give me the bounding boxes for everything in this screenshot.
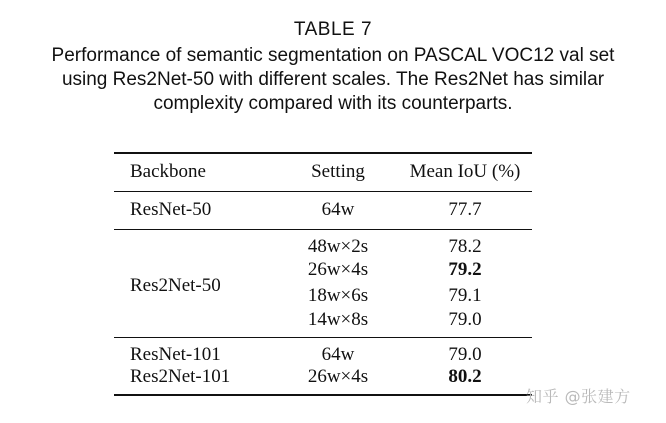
table-row <box>114 191 532 229</box>
cell-miou: 77.7 <box>448 199 482 220</box>
table-caption <box>0 18 666 116</box>
table-header-row <box>114 153 532 191</box>
cell-miou: 79.0 <box>448 343 482 365</box>
header-mean-iou: Mean IoU (%) <box>409 161 521 183</box>
row-group-resnet101 <box>114 337 532 395</box>
header-setting: Setting <box>311 161 365 183</box>
cell-setting: 26w×4s <box>307 259 369 281</box>
caption-text <box>0 44 666 116</box>
table-row <box>114 229 532 258</box>
cell-setting: 64w <box>321 343 355 365</box>
cell-setting: 48w×2s <box>307 235 369 257</box>
cell-setting: 18w×6s <box>307 284 369 306</box>
cell-miou: 79.1 <box>448 284 482 306</box>
cell-miou: 79.0 <box>448 308 482 330</box>
caption-line: complexity compared with its counterparts. <box>153 93 513 114</box>
cell-miou: 78.2 <box>448 235 482 257</box>
watermark: 知乎 @张建方 <box>526 387 631 406</box>
cell-miou-best: 80.2 <box>448 365 482 387</box>
cell-setting: 26w×4s <box>307 365 369 387</box>
header-backbone: Backbone <box>130 161 206 183</box>
table-row <box>114 366 532 395</box>
cell-setting: 14w×8s <box>307 308 369 330</box>
cell-backbone: ResNet-101 <box>130 343 221 365</box>
cell-backbone: ResNet-50 <box>130 199 212 220</box>
caption-line: using Res2Net-50 with different scales. The Res2Net has similar <box>61 69 605 90</box>
row-group-resnet50 <box>114 191 532 229</box>
cell-backbone: Res2Net-101 <box>130 365 231 387</box>
table-row <box>114 337 532 366</box>
cell-miou-best: 79.2 <box>448 259 482 281</box>
table-label: TABLE 7 <box>293 19 373 40</box>
caption-line: Performance of semantic segmentation on PASCAL VOC12 val set <box>51 45 615 66</box>
row-group-res2net50 <box>114 229 532 337</box>
results-table <box>114 152 532 396</box>
cell-backbone: Res2Net-50 <box>130 275 221 296</box>
cell-setting: 64w <box>321 199 355 220</box>
